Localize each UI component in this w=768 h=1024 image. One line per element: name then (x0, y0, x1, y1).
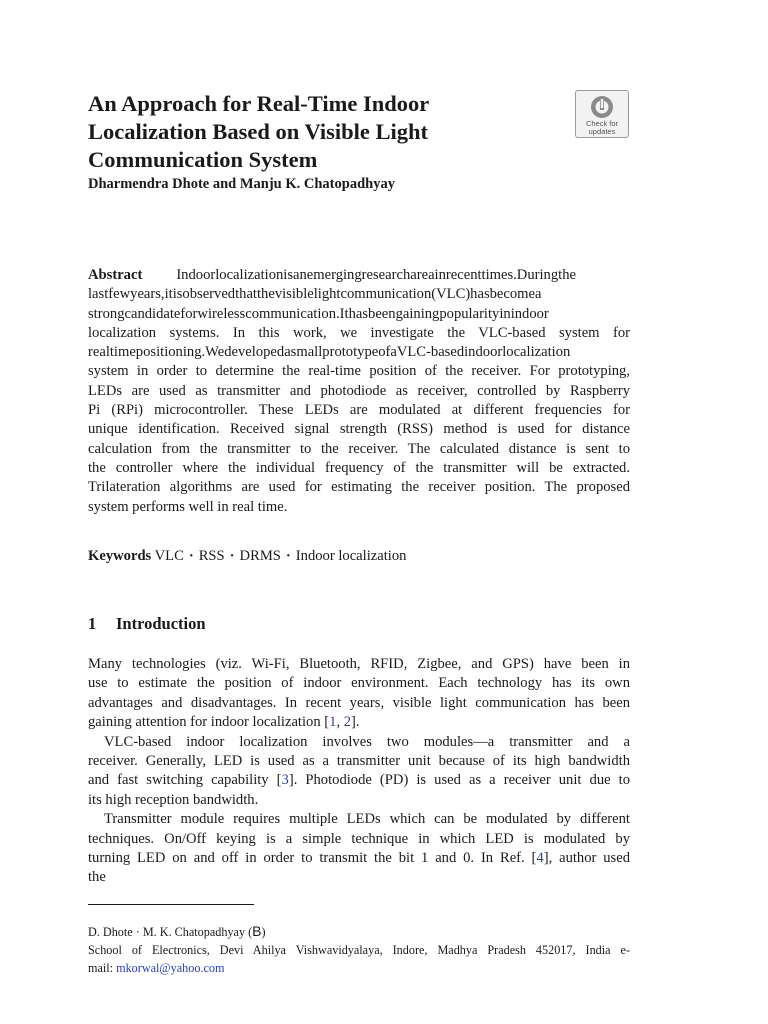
citation-link[interactable]: 1 (329, 714, 337, 731)
citation-link[interactable]: 2 (343, 714, 352, 731)
citation-link[interactable]: 3 (281, 772, 289, 789)
footnote-email-line: mail: mkorwal@yahoo.com (88, 961, 225, 975)
abstract-line: Pi (RPi) microcontroller. These LEDs are modulated at different frequencies for (88, 402, 630, 419)
section-heading (88, 614, 206, 634)
keyword-separator: · (188, 548, 194, 564)
keyword-separator: · (285, 548, 291, 564)
abstract-line: LEDs are used as transmitter and photodiode as receiver, controlled by Raspberry (88, 382, 630, 399)
body-line: VLC-based indoor localization involves two modules—a transmitter and a (104, 733, 630, 750)
keywords-label: Keywords (88, 548, 152, 564)
citation-link[interactable]: 4 (536, 850, 544, 867)
introduction-body (88, 655, 630, 888)
check-for-updates-icon (589, 95, 615, 119)
body-line: use to estimate the position of indoor environment. Each technology has its own (88, 675, 630, 692)
section-title: Introduction (116, 614, 206, 633)
body-line: Many technologies (viz. Wi-Fi, Bluetooth, RFID, Zigbee, and GPS) have been in (88, 656, 630, 672)
abstract-line: strongcandidateforwirelesscommunication.Ithasbeengainingpopularityinindoor (88, 305, 549, 322)
footnote (88, 922, 630, 977)
keyword: VLC (154, 548, 184, 564)
footnote-divider (88, 904, 254, 905)
paper-title (88, 90, 558, 174)
abstract-line: realtimepositioning.WedevelopedasmallprototypeofaVLC-basedindoorlocalization (88, 344, 571, 361)
footnote-authors: D. Dhote · M. K. Chatopadhyay (B) (88, 923, 266, 939)
abstract-line: system performs well in real time. (88, 498, 288, 515)
keyword-separator: · (229, 548, 235, 564)
footnote-affiliation: School of Electronics, Devi Ahilya Vishwavidyalaya, Indore, Madhya Pradesh 452017, India e- (88, 943, 630, 957)
abstract-label: Abstract (88, 267, 143, 283)
check-for-updates-label: Check for updates (585, 119, 619, 136)
section-number: 1 (88, 614, 97, 633)
body-line: techniques. On/Off keying is a simple technique in which LED is modulated by (88, 830, 630, 847)
keyword: Indoor localization (295, 548, 407, 564)
abstract (88, 266, 630, 517)
keyword: DRMS (239, 548, 281, 564)
body-line: its high reception bandwidth. (88, 791, 259, 808)
abstract-line: calculation from the transmitter to the receiver. The calculated distance is sent to (88, 440, 630, 457)
body-line: Transmitter module requires multiple LEDs which can be modulated by different (104, 811, 630, 828)
abstract-line: Abstract Indoorlocalizationisanemergingresearchareainrecenttimes.Duringthe (88, 267, 576, 283)
keywords (88, 548, 406, 565)
abstract-line: Trilateration algorithms are used for estimating the receiver position. The proposed (88, 479, 630, 496)
author-list: Dharmendra Dhote and Manju K. Chatopadhyay (88, 176, 395, 192)
title-line: Communication System (88, 147, 318, 172)
body-line: gaining attention for indoor localization [1, 2]. (88, 714, 360, 731)
abstract-line: the controller where the individual frequency of the transmitter will be extracted. (88, 459, 630, 476)
body-line: and fast switching capability [3]. Photodiode (PD) is used as a receiver unit due to (88, 772, 631, 789)
abstract-line: localization systems. In this work, we investigate the VLC-based system for (88, 324, 630, 341)
corresponding-author-mark: B (252, 923, 262, 939)
abstract-line: unique identification. Received signal strength (RSS) method is used for distance (88, 421, 630, 438)
email-link[interactable]: mkorwal@yahoo.com (116, 961, 225, 975)
check-for-updates-badge[interactable] (575, 90, 629, 138)
body-line: advantages and disadvantages. In recent years, visible light communication has been (88, 694, 630, 711)
keyword: RSS (198, 548, 225, 564)
title-line: Localization Based on Visible Light (88, 119, 429, 144)
body-line: the (88, 869, 106, 886)
abstract-line: lastfewyears,itisobservedthatthevisiblelightcommunication(VLC)hasbecomea (88, 286, 542, 303)
title-line: An Approach for Real-Time Indoor (88, 91, 430, 116)
abstract-line: system in order to determine the real-time position of the receiver. For prototyping, (88, 363, 630, 380)
body-line: receiver. Generally, LED is used as a transmitter unit because of its high bandwidth (88, 753, 630, 770)
body-line: turning LED on and off in order to transmit the bit 1 and 0. In Ref. [4], author used (88, 850, 630, 867)
